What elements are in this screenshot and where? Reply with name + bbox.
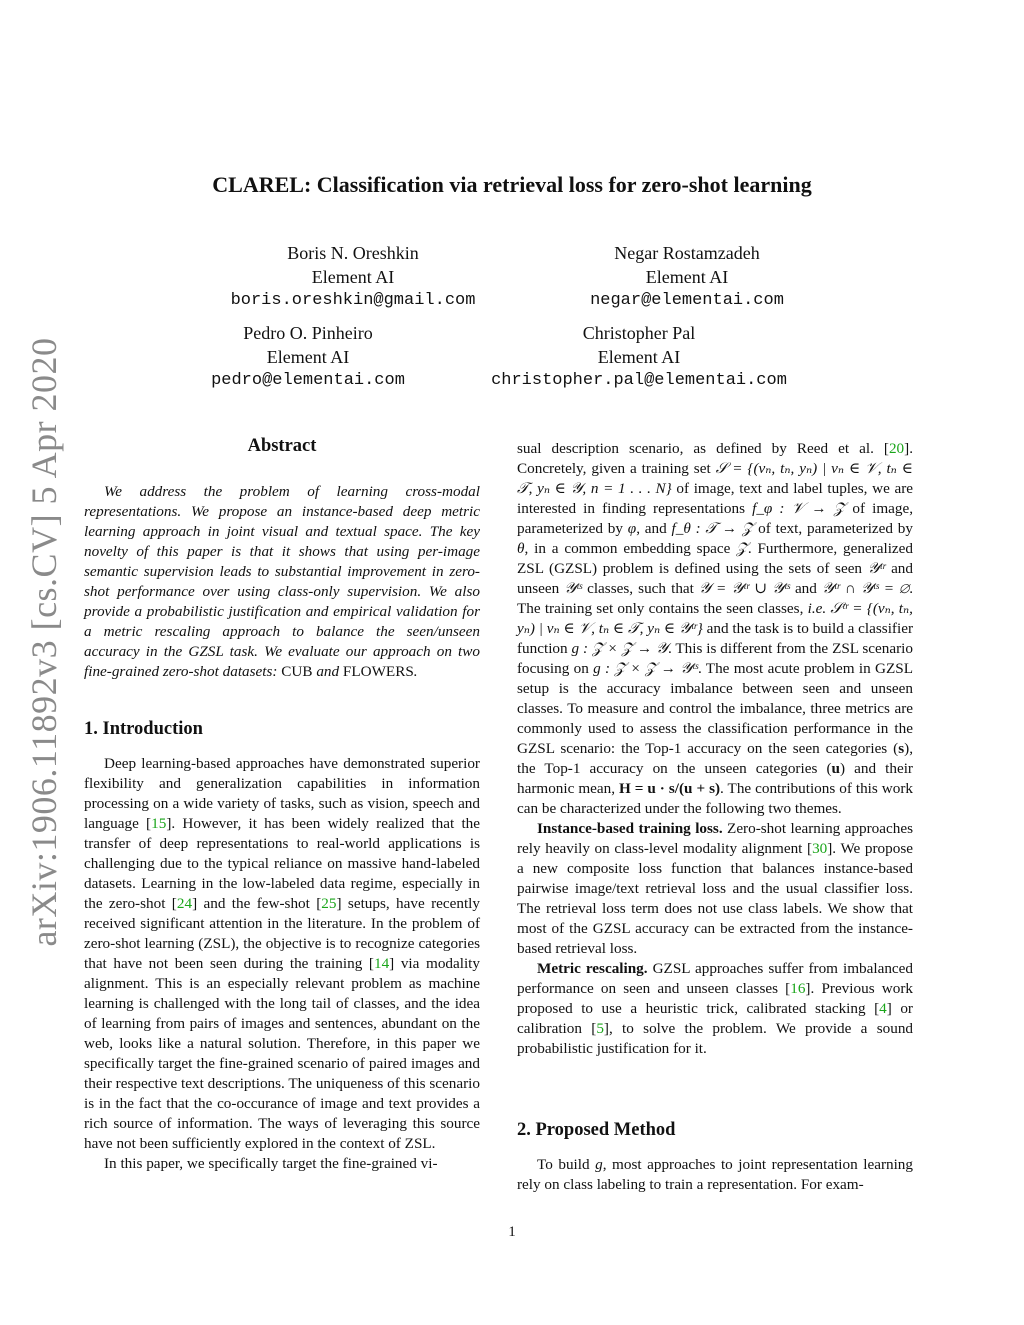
citation-link[interactable]: 30	[812, 840, 828, 857]
citation-link[interactable]: 25	[321, 895, 337, 912]
author-affiliation: Element AI	[645, 267, 729, 287]
abstract-heading: Abstract	[247, 436, 317, 456]
introduction-text: Deep learning-based approaches have demonstrated superior flexibility and generalization capabilities in information processing on a wide variety of tasks, such as vision, speech and language [15]. However, it has been widely realized that the transfer of deep representations to real-world applications is challenging due to the typical reliance on massive hand-labeled datasets. Learning in the low-labeled data regime, especially in the zero-shot [24] and the few-shot [25] setups, have recently received significant attention in the literature. In the problem of zero-shot learning (ZSL), the objective is to recognize categories that have not been seen during the training [14] via modality alignment. This is an especially relevant problem as machine learning is challenged with the long tail of classes, and the idea of learning from pairs of images and sentences, abundant on the web, looks like a natural solution. Therefore, in this paper we specifically target the fine-grained scenario of paired images and their respective text descriptions. The uniqueness of this scenario is in the fact that the co-occurance of image and text provides a rich source of information. The ways of leveraging this source have not been sufficiently explored in the context of ZSL. In this paper, we specifically target the fine-grained vi-	[84, 755, 481, 1172]
author-block	[534, 241, 840, 313]
paragraph-heading: Instance-based training loss.	[537, 820, 723, 837]
author-email: christopher.pal@elementai.com	[491, 371, 787, 390]
author-block	[454, 321, 824, 393]
author-email: boris.oreshkin@gmail.com	[230, 291, 476, 310]
abstract-text: We address the problem of learning cross-modal representations. We propose an instance-based deep metric learning approach in joint visual and textual space. The key novelty of this paper is that it shows that using per-image semantic supervision leads to substantial improvement in zero-shot performance over using class-only supervision. We also provide a probabilistic justification and empirical validation for a metric rescaling approach to balance the seen/unseen accuracy in the GZSL task. We evaluate our approach on two fine-grained zero-shot datasets: CUB and FLOWERS.	[84, 483, 480, 680]
author-email: negar@elementai.com	[590, 291, 784, 310]
citation-link[interactable]: 20	[888, 440, 905, 457]
paragraph-heading: Metric rescaling.	[537, 960, 648, 977]
section-heading-introduction: 1. Introduction	[84, 719, 203, 739]
citation-link[interactable]: 24	[176, 895, 193, 912]
author-name: Negar Rostamzadeh	[614, 243, 760, 263]
author-name: Pedro O. Pinheiro	[243, 323, 373, 343]
author-affiliation: Element AI	[597, 347, 681, 367]
author-name: Boris N. Oreshkin	[287, 243, 419, 263]
proposed-method-text: To build g, most approaches to joint representation learning rely on class labeling to train a representation. For exam-	[517, 1156, 913, 1193]
citation-link[interactable]: 14	[373, 955, 390, 972]
citation-link[interactable]: 15	[151, 815, 167, 832]
author-name: Christopher Pal	[582, 323, 696, 343]
author-block	[200, 241, 506, 313]
author-block	[160, 321, 456, 393]
right-column-text: sual description scenario, as defined by Reed et al. [20]. Concretely, given a training set 𝒮 = {(vₙ, tₙ, yₙ) | vₙ ∈ 𝒱, tₙ ∈ 𝒯, yₙ ∈ 𝒴, n = 1 . . . N} of image, text and label tuples, we are interested in finding representations f_φ : 𝒱 → 𝒵 of image, parameterized by φ, and f_θ : 𝒯 → 𝒵 of text, parameterized by θ, in a common embedding space 𝒵. Furthermore, generalized ZSL (GZSL) problem is defined using the sets of seen 𝒴ᵗʳ and unseen 𝒴ᵗˢ classes, such that 𝒴 = 𝒴ᵗʳ ∪ 𝒴ᵗˢ and 𝒴ᵗʳ ∩ 𝒴ᵗˢ = ∅. The training set only contains the seen classes, i.e. 𝒮ᵗʳ = {(vₙ, tₙ, yₙ) | vₙ ∈ 𝒱, tₙ ∈ 𝒯, yₙ ∈ 𝒴ᵗʳ} and the task is to build a classifier function g : 𝒵 × 𝒵 → 𝒴. This is different from the ZSL scenario focusing on g : 𝒵 × 𝒵 → 𝒴ᵗˢ. The most acute problem in GZSL setup is the accuracy imbalance between seen and unseen classes. To measure and control the imbalance, three metrics are commonly used to assess the classification performance in the GZSL scenario: the Top-1 accuracy on the seen categories (s), the Top-1 accuracy on the unseen categories (u) and their harmonic mean, H = u · s/(u + s). The contributions of this work can be characterized under the following two themes. Instance-based training loss. Zero-shot learning approaches rely heavily on class-level modality alignment [30]. We propose a new composite loss function that balances instance-based pairwise image/text retrieval loss and the usual classifier loss. The retrieval loss term does not use class labels. We show that most of the GZSL accuracy can be extracted from the instance-based retrieval loss. Metric rescaling. GZSL approaches suffer from imbalanced performance on seen and unseen classes [16]. Previous work proposed to use a heuristic trick, calibrated stacking [4] or calibration [5], to solve the problem. We provide a sound probabilistic justification for it.	[517, 440, 914, 1057]
dataset-name: CUB	[281, 663, 313, 680]
citation-link[interactable]: 4	[879, 1000, 887, 1017]
author-email: pedro@elementai.com	[211, 371, 405, 390]
citation-link[interactable]: 5	[596, 1020, 604, 1037]
section-heading-proposed-method: 2. Proposed Method	[517, 1120, 676, 1140]
author-affiliation: Element AI	[311, 267, 395, 287]
arxiv-identifier: arXiv:1906.11892v3 [cs.CV] 5 Apr 2020	[24, 337, 64, 947]
page-number: 1	[508, 1224, 516, 1240]
dataset-name: FLOWERS	[342, 663, 414, 680]
paper-title: CLAREL: Classification via retrieval loss for zero-shot learning	[212, 172, 812, 197]
author-affiliation: Element AI	[266, 347, 350, 367]
citation-link[interactable]: 16	[790, 980, 806, 997]
